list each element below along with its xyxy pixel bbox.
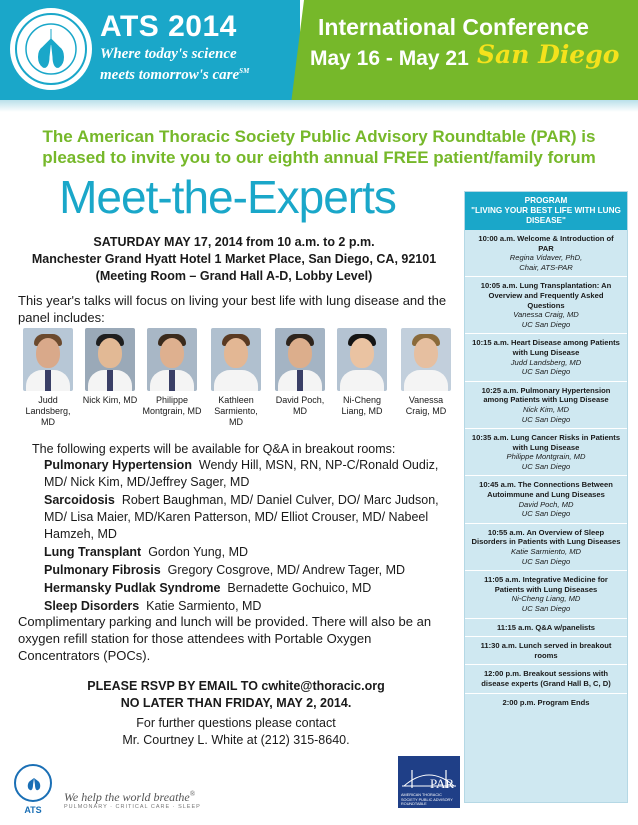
panelist-card: [18, 328, 78, 428]
experts-lead-text: The following experts will be available for Q&A in breakout rooms:: [32, 442, 396, 456]
par-logo: [398, 756, 460, 808]
program-item-title: 10:05 a.m. Lung Transplantation: An Overview and Frequently Asked Questions: [480, 281, 612, 310]
program-item-affil: UC San Diego: [521, 319, 571, 329]
program-item-title: 10:35 a.m. Lung Cancer Risks in Patients with Lung Disease: [471, 433, 621, 452]
expert-names: Wendy Hill, MSN, RN, NP-C/Ronald Oudiz, MD/ Nick Kim, MD/Jeffrey Sager, MD: [44, 458, 439, 489]
contact-info: [18, 715, 454, 749]
program-heading-label: PROGRAM: [524, 196, 568, 205]
service-mark: SM: [239, 67, 250, 75]
panel-list: [18, 328, 458, 438]
program-item-speaker: Katie Sarmiento, MD: [510, 547, 582, 557]
program-item-title: 11:30 a.m. Lunch served in breakout rooms: [480, 641, 612, 660]
program-item: [465, 382, 627, 429]
expert-item: [44, 544, 454, 561]
ats-tagline: [100, 46, 290, 84]
program-item-title: 10:55 a.m. An Overview of Sleep Disorders in Patients with Lung Diseases: [471, 527, 621, 547]
event-venue: Manchester Grand Hyatt Hotel 1 Market Place, San Diego, CA, 92101: [31, 252, 437, 266]
program-heading-title: "LIVING YOUR BEST LIFE WITH LUNG DISEASE": [471, 206, 621, 225]
program-item-title: 11:05 a.m. Integrative Medicine for Patients with Lung Diseases: [484, 575, 608, 594]
panelist-name: Judd Landsberg, MD: [25, 395, 71, 427]
program-item: [465, 694, 627, 712]
program-item-title: 2:00 p.m. Program Ends: [502, 697, 590, 707]
expert-topic: Lung Transplant: [44, 545, 142, 559]
program-item-title: 10:45 a.m. The Connections Between Autoimmune and Lung Diseases: [479, 480, 613, 500]
panelist-card: [332, 328, 392, 417]
panelist-name: Vanessa Craig, MD: [405, 395, 447, 416]
invitation-line2: pleased to invite you to our eighth annual FREE patient/family forum: [42, 148, 596, 167]
panelist-photo: [401, 328, 451, 391]
program-item: [465, 230, 627, 277]
panelist-photo: [275, 328, 325, 391]
program-item: [465, 524, 627, 571]
expert-topic: Pulmonary Fibrosis: [44, 563, 161, 577]
program-item-title: 12:00 p.m. Breakout sessions with disease experts (Grand Hall B, C, D): [481, 669, 611, 688]
footer-tagline: We help the world breathe®: [64, 790, 196, 804]
ats-seal-logo: [10, 8, 92, 90]
footer-ats-label: ATS: [24, 805, 42, 815]
expert-item: [44, 457, 454, 491]
complimentary-note: Complimentary parking and lunch will be provided. There will also be an oxygen refill station for those attendees with Portable Oxygen Concentrators (POCs).: [18, 614, 432, 663]
program-item-affil: Chair, ATS-PAR: [519, 262, 573, 272]
program-item: [465, 637, 627, 665]
tagline-line1: Where today's science: [100, 46, 237, 62]
program-heading: [465, 192, 627, 230]
program-item-speaker: Regina Vidaver, PhD,: [509, 253, 583, 263]
ats-2014-title: ATS 2014: [100, 10, 237, 43]
tagline-line2: meets tomorrow's care℠: [100, 67, 250, 83]
expert-topic: Hermansky Pudlak Syndrome: [44, 581, 221, 595]
program-item-speaker: Ni-Cheng Liang, MD: [511, 594, 581, 604]
program-item-affil: UC San Diego: [521, 604, 571, 613]
panelist-photo: [211, 328, 261, 391]
panelist-name: David Poch, MD: [275, 395, 325, 416]
program-item-speaker: Vanessa Craig, MD: [513, 310, 579, 320]
panelist-card: [396, 328, 456, 417]
expert-names: Gregory Cosgrove, MD/ Andrew Tager, MD: [167, 563, 406, 577]
panelist-photo: [337, 328, 387, 391]
program-item-title: 10:25 a.m. Pulmonary Hypertension among Patients with Lung Disease: [481, 385, 611, 405]
par-label: PAR: [430, 776, 455, 791]
program-item: [465, 277, 627, 334]
expert-item: [44, 492, 454, 543]
rsvp-line2: NO LATER THAN FRIDAY, MAY 2, 2014.: [120, 696, 352, 710]
panelist-name: Kathleen Sarmiento, MD: [214, 395, 258, 427]
rsvp-notice: [18, 678, 454, 712]
footer-subline: PULMONARY · CRITICAL CARE · SLEEP: [64, 804, 201, 810]
program-item-affil: UC San Diego: [521, 509, 571, 519]
contact-line1: For further questions please contact: [136, 716, 336, 730]
expert-names: Robert Baughman, MD/ Daniel Culver, DO/ Marc Judson, MD/ Lisa Maier, MD/Karen Patterson, MD/ Elliot Crouser, MD/ Nabeel Hamzeh, MD: [44, 493, 439, 541]
program-item: [465, 334, 627, 381]
program-item-speaker: David Poch, MD: [518, 499, 574, 509]
panelist-photo: [23, 328, 73, 391]
panelist-name: Philippe Montgrain, MD: [142, 395, 202, 416]
expert-topic: Sarcoidosis: [44, 493, 115, 507]
panelist-card: [206, 328, 266, 428]
panelist-name: Ni-Cheng Liang, MD: [341, 395, 383, 416]
program-item-affil: UC San Diego: [521, 556, 571, 566]
program-item-title: 10:15 a.m. Heart Disease among Patients with Lung Disease: [472, 338, 620, 357]
conference-dates: May 16 - May 21: [310, 47, 469, 70]
program-item: [465, 665, 627, 693]
program-sidebar: [464, 191, 628, 803]
program-item-title: 11:15 a.m. Q&A w/panelists: [496, 622, 596, 632]
experts-list: [44, 457, 454, 616]
program-item: [465, 619, 627, 638]
expert-names: Gordon Yung, MD: [148, 545, 249, 559]
program-item: [465, 476, 627, 523]
panelist-card: [270, 328, 330, 417]
page-title: Meet-the-Experts: [59, 171, 396, 223]
panel-intro: This year's talks will focus on living your best life with lung disease and the panel includes:: [18, 293, 447, 325]
conference-title: International Conference: [318, 14, 589, 40]
expert-topic: Pulmonary Hypertension: [44, 458, 192, 472]
seal-ring-icon: [13, 11, 89, 87]
expert-names: Bernadette Gochuico, MD: [227, 581, 372, 595]
program-item: [465, 429, 627, 476]
registered-mark: ®: [189, 790, 196, 798]
invitation-line1: The American Thoracic Society Public Advisory Roundtable (PAR) is: [42, 127, 596, 146]
event-details: [18, 234, 450, 285]
expert-topic: Sleep Disorders: [44, 599, 140, 613]
panelist-name: Nick Kim, MD: [82, 395, 138, 405]
program-item-speaker: Nick Kim, MD: [523, 404, 569, 414]
expert-item: [44, 580, 454, 597]
program-item: [465, 571, 627, 618]
event-date-time: SATURDAY MAY 17, 2014 from 10 a.m. to 2 p.m.: [93, 235, 375, 249]
panelist-card: [142, 328, 202, 417]
footer-ats-seal-logo: [14, 764, 52, 802]
contact-line2: Mr. Courtney L. White at (212) 315-8640.: [122, 733, 350, 747]
rsvp-line1: PLEASE RSVP BY EMAIL TO cwhite@thoracic.org: [87, 679, 385, 693]
program-item-speaker: Philippe Montgrain, MD: [506, 452, 586, 462]
conference-header: [0, 0, 638, 112]
program-item-affil: UC San Diego: [521, 414, 571, 424]
panelist-photo: [147, 328, 197, 391]
program-item-affil: UC San Diego: [521, 461, 571, 471]
panelist-card: [80, 328, 140, 406]
event-room: (Meeting Room – Grand Hall A-D, Lobby Level): [95, 269, 373, 283]
program-item-affil: UC San Diego: [521, 367, 571, 377]
conference-city: San Diego: [477, 40, 620, 69]
lung-icon: [26, 773, 42, 791]
panelist-photo: [85, 328, 135, 391]
expert-item: [44, 562, 454, 579]
header-fade-band: [0, 100, 638, 112]
par-subtitle: AMERICAN THORACIC SOCIETY PUBLIC ADVISORY ROUNDTABLE: [401, 793, 453, 806]
program-item-title: 10:00 a.m. Welcome & Introduction of PAR: [478, 234, 614, 253]
invitation-text: [0, 126, 638, 168]
program-item-speaker: Judd Landsberg, MD: [510, 357, 582, 367]
expert-names: Katie Sarmiento, MD: [146, 599, 262, 613]
